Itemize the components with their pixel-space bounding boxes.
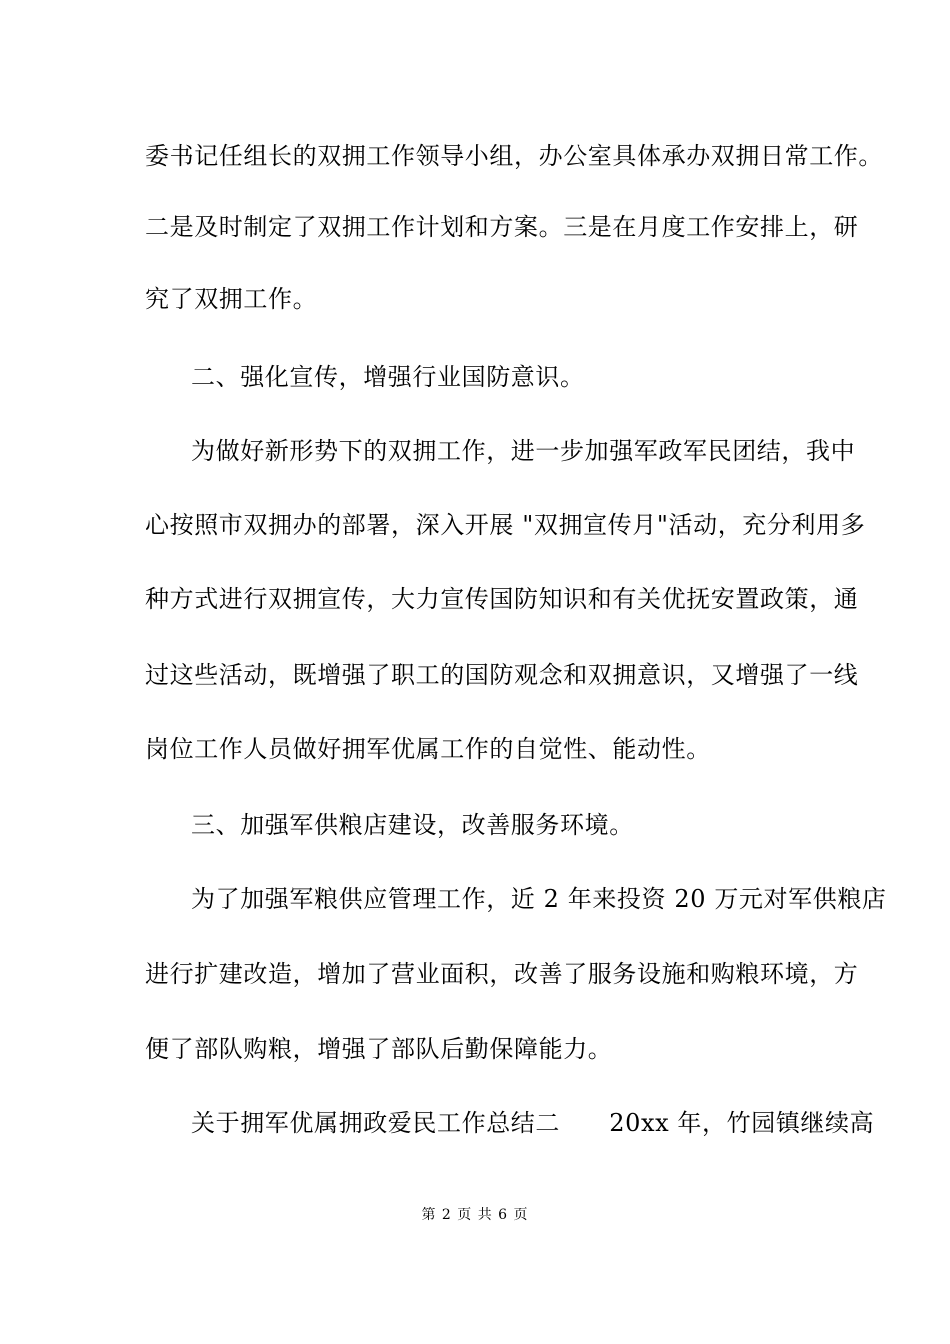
body-line-12: 进行扩建改造，增加了营业面积，改善了服务设施和购粮环境，方 — [145, 960, 859, 988]
section-heading-3: 三、加强军供粮店建设，改善服务环境。 — [191, 811, 634, 839]
body-line-9: 岗位工作人员做好拥军优属工作的自觉性、能动性。 — [145, 735, 711, 763]
section-heading-2: 二、强化宣传，增强行业国防意识。 — [191, 363, 585, 391]
body-line-1: 委书记任组长的双拥工作领导小组，办公室具体承办双拥日常工作。 — [145, 142, 883, 170]
body-line-6: 心按照市双拥办的部署，深入开展 "双拥宣传月"活动，充分利用多 — [145, 511, 866, 539]
page-number-footer: 第 2 页 共 6 页 — [421, 1207, 529, 1223]
body-line-3: 究了双拥工作。 — [145, 285, 318, 313]
body-line-13: 便了部队购粮，增强了部队后勤保障能力。 — [145, 1035, 613, 1063]
body-line-11: 为了加强军粮供应管理工作，近 2 年来投资 20 万元对军供粮店 — [191, 885, 887, 913]
body-line-8: 过这些活动，既增强了职工的国防观念和双拥意识，又增强了一线 — [145, 661, 859, 689]
body-line-2: 二是及时制定了双拥工作计划和方案。三是在月度工作安排上，研 — [145, 213, 859, 241]
body-line-14: 关于拥军优属拥政爱民工作总结二 20xx 年，竹园镇继续高 — [191, 1109, 875, 1137]
body-line-7: 种方式进行双拥宣传，大力宣传国防知识和有关优抚安置政策，通 — [145, 585, 859, 613]
body-line-5: 为做好新形势下的双拥工作，进一步加强军政军民团结，我中 — [191, 437, 856, 465]
